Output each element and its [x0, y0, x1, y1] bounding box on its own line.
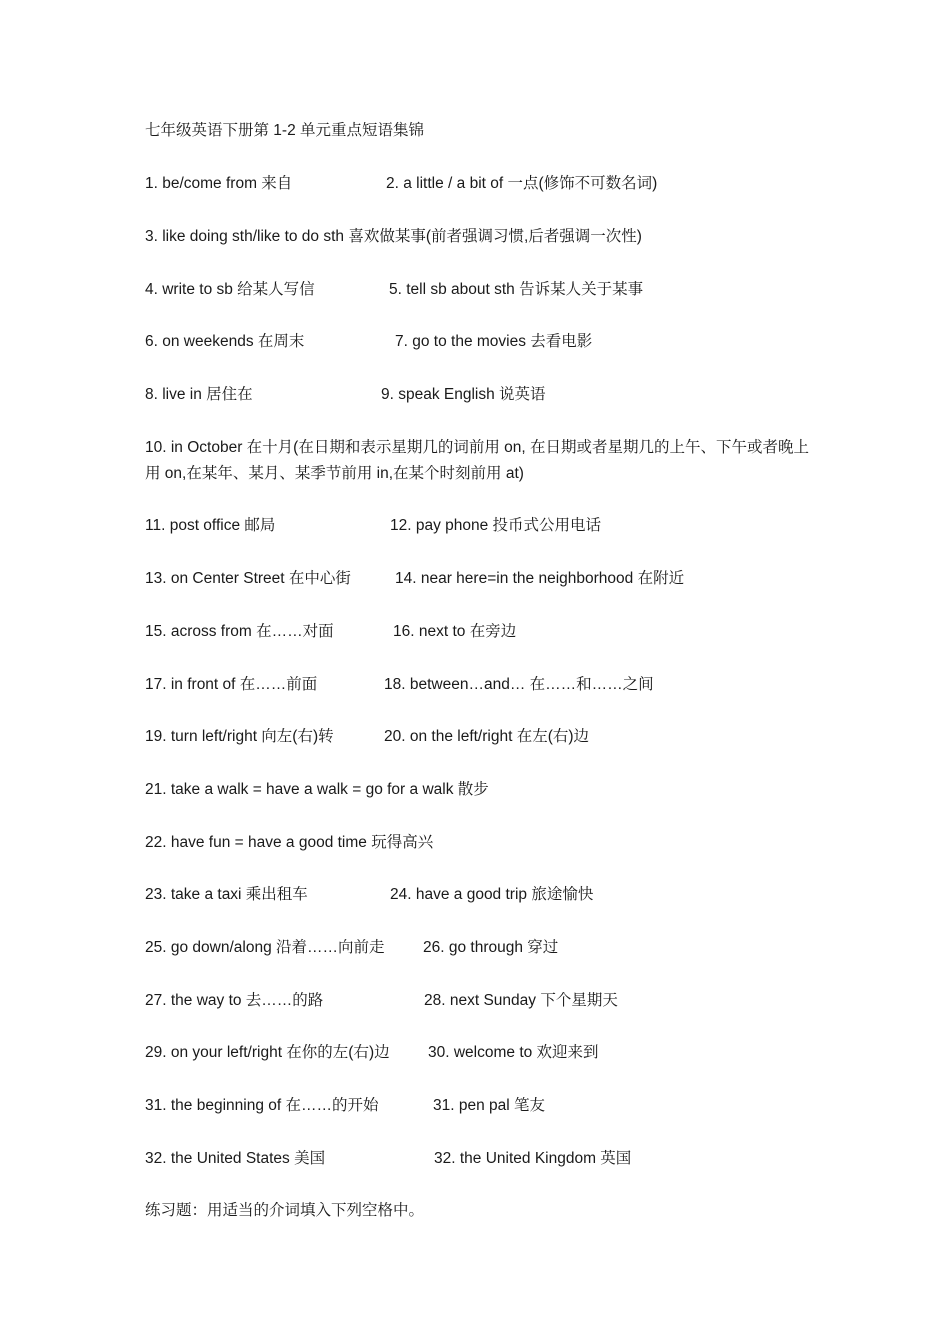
phrase-24: 24. have a good trip 旅途愉快 — [390, 886, 594, 903]
phrase-30: 30. welcome to 欢迎来到 — [428, 1044, 599, 1061]
phrase-row-1 — [145, 174, 658, 194]
phrase-20: 20. on the left/right 在左(右)边 — [384, 728, 590, 745]
phrase-row-27 — [145, 991, 618, 1011]
phrase-27: 27. the way to 去……的路 — [145, 992, 324, 1009]
phrase-row-17 — [145, 675, 654, 695]
phrase-4: 4. write to sb 给某人写信 — [145, 281, 315, 298]
phrase-32a: 32. the United States 美国 — [145, 1150, 326, 1167]
phrase-16: 16. next to 在旁边 — [393, 623, 517, 640]
phrase-23: 23. take a taxi 乘出租车 — [145, 886, 308, 903]
phrase-row-13 — [145, 569, 685, 589]
phrase-row-25 — [145, 938, 559, 958]
phrase-12: 12. pay phone 投币式公用电话 — [390, 517, 602, 534]
phrase-13: 13. on Center Street 在中心街 — [145, 570, 351, 587]
exercise-heading: 练习题：用适当的介词填入下列空格中。 — [145, 1202, 425, 1219]
phrase-row-15 — [145, 622, 517, 642]
phrase-21: 21. take a walk = have a walk = go for a walk 散步 — [145, 781, 489, 798]
phrase-row-29 — [145, 1043, 599, 1063]
document-title: 七年级英语下册第 1-2 单元重点短语集锦 — [145, 122, 425, 139]
phrase-17: 17. in front of 在……前面 — [145, 676, 318, 693]
phrase-15: 15. across from 在……对面 — [145, 623, 334, 640]
phrase-row-31 — [145, 1096, 546, 1116]
phrase-1: 1. be/come from 来自 — [145, 175, 293, 192]
phrase-10: 10. in October 在十月(在日期和表示星期几的词前用 on, 在日期或者星期几的上午、下午或者晚上用 on,在某年、某月、某季节前用 in,在某个时刻前用 at) — [145, 439, 809, 482]
phrase-3: 3. like doing sth/like to do sth 喜欢做某事(前者强调习惯,后者强调一次性) — [145, 228, 642, 245]
phrase-row-19 — [145, 727, 590, 747]
phrase-row-11 — [145, 516, 602, 536]
phrase-19: 19. turn left/right 向左(右)转 — [145, 728, 334, 745]
phrase-2: 2. a little / a bit of 一点(修饰不可数名词) — [386, 175, 658, 192]
phrase-row-6 — [145, 332, 593, 352]
phrase-22: 22. have fun = have a good time 玩得高兴 — [145, 834, 434, 851]
phrase-18: 18. between…and… 在……和……之间 — [384, 676, 654, 693]
phrase-row-21 — [145, 780, 489, 800]
phrase-25: 25. go down/along 沿着……向前走 — [145, 939, 385, 956]
phrase-14: 14. near here=in the neighborhood 在附近 — [395, 570, 685, 587]
phrase-31a: 31. the beginning of 在……的开始 — [145, 1097, 379, 1114]
phrase-row-8 — [145, 385, 546, 405]
phrase-6: 6. on weekends 在周末 — [145, 333, 305, 350]
phrase-7: 7. go to the movies 去看电影 — [395, 333, 593, 350]
phrase-row-23 — [145, 885, 594, 905]
phrase-32b: 32. the United Kingdom 英国 — [434, 1150, 632, 1167]
phrase-9: 9. speak English 说英语 — [381, 386, 546, 403]
phrase-row-22 — [145, 833, 433, 853]
phrase-row-3 — [145, 227, 642, 247]
phrase-28: 28. next Sunday 下个星期天 — [424, 992, 618, 1009]
phrase-row-10 — [145, 435, 810, 487]
phrase-26: 26. go through 穿过 — [423, 939, 559, 956]
phrase-8: 8. live in 居住在 — [145, 386, 253, 403]
phrase-11: 11. post office 邮局 — [145, 517, 276, 534]
phrase-row-32 — [145, 1149, 632, 1169]
phrase-5: 5. tell sb about sth 告诉某人关于某事 — [389, 281, 644, 298]
phrase-row-4 — [145, 280, 644, 300]
phrase-29: 29. on your left/right 在你的左(右)边 — [145, 1044, 390, 1061]
phrase-31b: 31. pen pal 笔友 — [433, 1097, 546, 1114]
